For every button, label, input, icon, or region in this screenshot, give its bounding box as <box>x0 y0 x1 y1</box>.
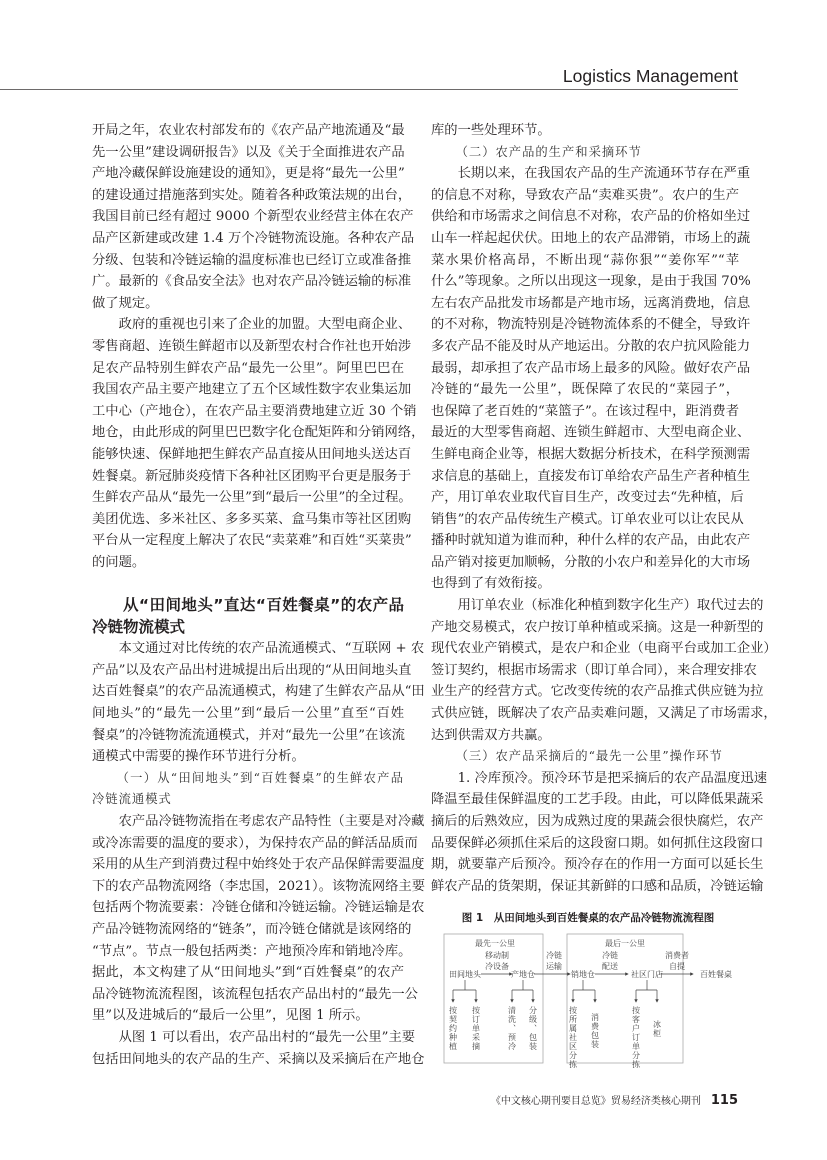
text-line: 冷链流通模式 <box>92 792 172 807</box>
edge-label: 冷链 <box>546 951 562 960</box>
node-origin-warehouse: 产地仓 <box>511 970 535 979</box>
leaf-label: 冰柜 <box>652 1020 662 1038</box>
text-line: 的建设通过措施落到实处。随着各种政策法规的出台， <box>92 187 412 203</box>
text-line: 也得到了有效衔接。 <box>431 576 551 592</box>
text-line: 零售商超、连锁生鲜超市以及新型农村合作社也开始涉 <box>92 338 412 354</box>
text-line: 做了规定。 <box>92 295 159 311</box>
text-line: 通模式中需要的操作环节进行分析。 <box>92 749 305 765</box>
edge-label: 运输 <box>546 962 562 971</box>
edge-label: 移动制 <box>485 951 509 960</box>
text-line: 里”以及进城后的“最后一公里”，见图 1 所示。 <box>92 1008 369 1024</box>
text-line: 从“田间地头”直达“百姓餐桌”的农产品 <box>123 596 404 615</box>
text-line: 或冷冻需要的温度的要求），为保持农产品的鲜活品质而 <box>92 835 418 851</box>
text-line: 产品”以及农产品出村进城提出后出现的“从田间地头直 <box>92 662 412 678</box>
paragraph <box>92 638 425 768</box>
text-line: 最弱，却承担了农产品市场上最多的风险。做好农产品 <box>431 360 751 376</box>
text-line: 多农产品不能及时从产地运出。分散的农户抗风险能力 <box>431 338 751 354</box>
text-line: 产地交易模式，农户按订单种植或采摘。这是一种新型的 <box>431 619 764 635</box>
text-line: 生鲜电商企业等，根据大数据分析技术，在科学预测需 <box>431 446 751 462</box>
node-community-store: 社区门店 <box>631 970 663 979</box>
text-line: 冷链的“最先一公里”，既保障了农民的“菜园子”， <box>431 382 739 398</box>
text-line: 从图 1 可以看出，农产品出村的“最先一公里”主要 <box>118 1029 416 1045</box>
text-line: 什么”等现象。之所以出现这一现象，是由于我国 70% <box>431 274 751 290</box>
text-line: 用订单农业（标准化种植到数字化生产）取代过去的 <box>457 598 764 614</box>
last-mile-label: 最后一公里 <box>605 939 645 948</box>
leaf-label: 按订单采摘 <box>471 1006 481 1051</box>
text-line: 求信息的基础上，直接发布订单给农产品生产者种植生 <box>431 468 751 484</box>
leaf-label: 按客户订单分拣 <box>631 1006 641 1069</box>
text-line: 期，就要靠产后预冷。预冷存在的作用一方面可以延长生 <box>431 857 764 873</box>
page-footer <box>491 1089 738 1108</box>
text-line: 品要保鲜必须抓住采后的这段窗口期。如何抓住这段窗口 <box>431 835 764 851</box>
subsection-heading <box>431 142 739 164</box>
left-column <box>92 120 426 1070</box>
text-line: （一）从“田间地头”到“百姓餐桌”的生鲜农产品 <box>116 770 404 785</box>
page-number: 115 <box>710 1093 738 1108</box>
paragraph <box>431 163 751 595</box>
figure-caption: 图 1 从田间地头到百姓餐桌的农产品冷链物流流程图 <box>461 912 715 924</box>
leaf-label: 清洗、预冷 <box>507 1006 517 1051</box>
edge-label: 配送 <box>602 962 618 971</box>
text-line: 足农产品特别生鲜农产品“最先一公里”。阿里巴巴在 <box>92 360 404 376</box>
text-line: 能够快速、保鲜地把生鲜农产品直接从田间地头送达百 <box>92 446 412 462</box>
text-line: 生鲜农产品从“最先一公里”到“最后一公里”的全过程。 <box>92 490 412 506</box>
text-line: “节点”。节点一般包括两类：产地预冷库和销地冷库。 <box>92 943 412 959</box>
text-line: 广。最新的《食品安全法》也对农产品冷链运输的标准 <box>92 274 412 290</box>
text-line: 现代农业产销模式，是农户和企业（电商平台或加工企业） <box>431 641 777 657</box>
leaf-label: 按所属社区分拣 <box>568 1006 578 1069</box>
text-line: 也保障了老百姓的“菜篮子”。在该过程中，距消费者 <box>431 403 739 419</box>
text-line: 最近的大型零售商超、连锁生鲜超市、大型电商企业、 <box>431 425 751 441</box>
node-sales-warehouse: 销地仓 <box>571 970 595 979</box>
node-table: 百姓餐桌 <box>700 970 732 979</box>
paragraph <box>92 120 415 314</box>
text-line: 左右农产品批发市场都是产地市场，远离消费地，信息 <box>431 295 751 311</box>
text-line: 间地头”的“最先一公里”到“最后一公里”直至“百姓 <box>92 706 404 722</box>
text-line: 平台从一定程度上解决了农民“卖菜难”和百姓“买菜贵” <box>92 533 412 549</box>
text-line: 产，用订单农业取代盲目生产，改变过去“先种植，后 <box>431 490 744 506</box>
text-line: 山车一样起起伏伏。田地上的农产品滞销，市场上的蔬 <box>431 230 751 246</box>
running-title: Logistics Management <box>562 66 738 86</box>
text-line: 销售”的农产品传统生产模式。订单农业可以让农民从 <box>431 511 744 527</box>
paragraph <box>431 768 768 898</box>
text-line: 式供应链，既解决了农产品卖难问题，又满足了市场需求， <box>431 706 777 722</box>
paragraph <box>431 120 739 142</box>
text-line: 菜水果价格高昂，不断出现“蒜你狠”“姜你军”“苹 <box>431 252 739 268</box>
text-line: 播种时就知道为谁而种，种什么样的农产品，由此农产 <box>431 533 751 549</box>
text-line: 包括两个物流要素：冷链仓储和冷链运输。冷链运输是农 <box>92 900 425 916</box>
text-line: 降温至最佳保鲜温度的工艺手段。由此，可以降低果蔬采 <box>431 792 764 808</box>
text-line: 达百姓餐桌”的农产品流通模式，构建了生鲜农产品从“田 <box>92 684 425 700</box>
right-column <box>431 120 777 897</box>
text-line: （二）农产品的生产和采摘环节 <box>455 144 642 159</box>
text-line: 达到供需双方共赢。 <box>431 727 551 743</box>
section-heading <box>92 595 404 638</box>
edge-label: 消费者 <box>665 951 689 960</box>
text-line: 品冷链物流流程图，该流程包括农产品出村的“最先一公 <box>92 986 418 1002</box>
edge-label: 冷设备 <box>485 962 509 971</box>
paragraph <box>92 1027 425 1070</box>
text-line: （三）农产品采摘后的“最先一公里”操作环节 <box>455 749 723 764</box>
text-line: 品产区新建或改建 1.4 万个冷链物流设施。各种农产品 <box>92 230 415 246</box>
text-line: 摘后的后熟效应，因为成熟过度的果蔬会很快腐烂，农产 <box>431 814 764 829</box>
text-line: 先一公里”建设调研报告》以及《关于全面推进农产品 <box>92 144 405 160</box>
text-line: 业生产的经营方式。它改变传统的农产品推式供应链为拉 <box>431 684 764 700</box>
text-line: 1. 冷库预冷。预冷环节是把采摘后的农产品温度迅速 <box>457 770 768 786</box>
edge-label: 自提 <box>669 962 685 971</box>
text-line: 餐桌”的冷链物流流通模式，并对“最先一公里”在该流 <box>92 727 405 743</box>
flowchart-figure <box>430 925 750 1070</box>
text-line: 签订契约，根据市场需求（即订单合同），来合理安排农 <box>431 662 757 678</box>
leaf-label: 按契约种植 <box>448 1006 458 1051</box>
text-line: 品产销对接更加顺畅，分散的小农户和差异化的大市场 <box>431 554 751 570</box>
text-line: 政府的重视也引来了企业的加盟。大型电商企业、 <box>118 317 412 333</box>
text-line: 库的一些处理环节。 <box>431 123 551 138</box>
text-line: 采用的从生产到消费过程中始终处于农产品保鲜需要温度 <box>92 857 425 873</box>
leaf-label: 消费包装 <box>590 1013 600 1049</box>
paragraph <box>431 595 777 746</box>
first-mile-label: 最先一公里 <box>475 939 515 948</box>
text-line: 我国农产品主要产地建立了五个区域性数字农业集运加 <box>92 382 412 398</box>
paragraph <box>92 811 426 1027</box>
spacer <box>92 573 404 595</box>
text-line: 产地冷藏保鲜设施建设的通知》，更是将“最先一公里” <box>92 166 405 182</box>
subsection-heading <box>92 768 404 811</box>
text-line: 姓餐桌。新冠肺炎疫情下各种社区团购平台更是服务于 <box>92 468 412 484</box>
text-line: 冷链物流模式 <box>92 617 186 636</box>
text-line: 长期以来，在我国农产品的生产流通环节存在严重 <box>457 166 751 182</box>
text-line: 本文通过对比传统的农产品流通模式、“互联网 + 农 <box>118 641 425 657</box>
text-line: 产品冷链物流网络的“链条”，而冷链仓储就是该网络的 <box>92 921 412 937</box>
paragraph <box>92 314 425 573</box>
text-line: 我国目前已经有超过 9000 个新型农业经营主体在农产 <box>92 209 414 225</box>
text-line: 地仓，由此形成的阿里巴巴数字化仓配矩阵和分销网络， <box>92 425 425 441</box>
node-field: 田间地头 <box>449 970 481 979</box>
text-line: 美团优选、多米社区、多多买菜、盒马集市等社区团购 <box>92 511 412 527</box>
text-line: 分级、包装和冷链运输的温度标准也已经订立或准备推 <box>92 252 412 268</box>
text-line: 农产品冷链物流指在考虑农产品特性（主要是对冷藏 <box>118 814 425 829</box>
text-line: 供给和市场需求之间信息不对称，农产品的价格如坐过 <box>431 209 751 225</box>
text-line: 的信息不对称，导致农产品“卖难买贵”。农户的生产 <box>431 187 739 203</box>
text-line: 下的农产品物流网络（李忠国，2021）。该物流网络主要 <box>92 878 426 894</box>
edge-label: 冷链 <box>602 951 618 960</box>
text-line: 的不对称，物流特别是冷链物流体系的不健全，导致许 <box>431 317 751 333</box>
header-rule <box>0 89 738 90</box>
subsection-heading <box>431 746 739 768</box>
text-line: 鲜农产品的货架期，保证其新鲜的口感和品质，冷链运输 <box>431 878 764 894</box>
text-line: 工中心（产地仓），在农产品主要消费地建立近 30 个销 <box>92 403 417 419</box>
text-line: 据此，本文构建了从“田间地头”到“百姓餐桌”的农产 <box>92 965 404 981</box>
text-line: 开局之年，农业农村部发布的《农产品产地流通及“最 <box>92 123 405 138</box>
text-line: 包括田间地头的农产品的生产、采摘以及采摘后在产地仓 <box>92 1051 425 1067</box>
text-line: 的问题。 <box>92 554 146 570</box>
leaf-label: 分级、包装 <box>528 1006 538 1051</box>
journal-note: 《中文核心期刊要目总览》贸易经济类核心期刊 <box>490 1096 701 1107</box>
